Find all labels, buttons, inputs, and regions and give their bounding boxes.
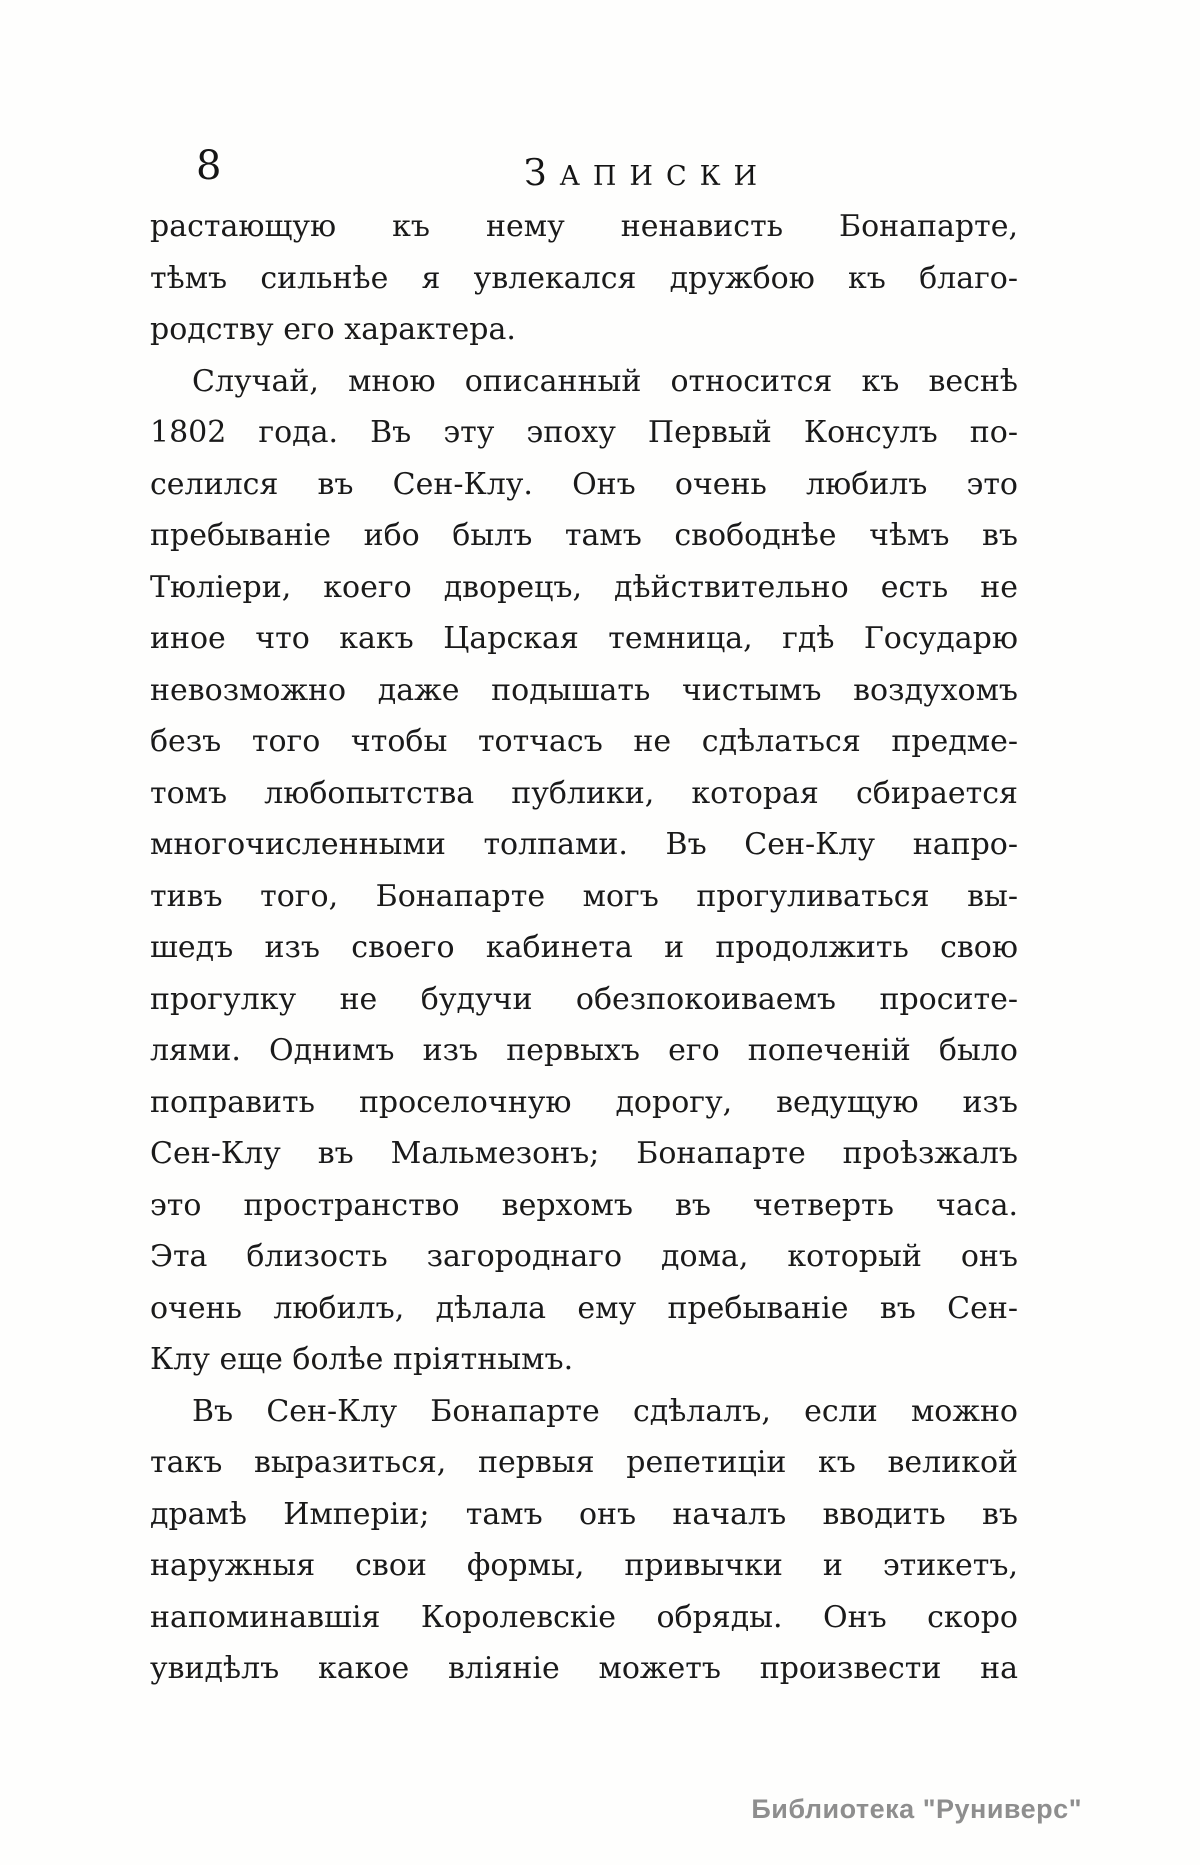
text-line: Тюліери, коего дворецъ, дѣйствительно есть не [150, 569, 1018, 605]
text-line: очень любилъ, дѣлала ему пребываніе въ Сен- [150, 1290, 1018, 1326]
text-line: шедъ изъ своего кабинета и продолжить свою [150, 930, 1018, 965]
text-line: лями. Однимъ изъ первыхъ его попеченій было [150, 1033, 1018, 1068]
text-line: безъ того чтобы тотчасъ не сдѣлаться предме- [150, 724, 1018, 759]
text-line: Эта близость загороднаго дома, который онъ [150, 1239, 1018, 1274]
text-line: это пространство верхомъ въ четверть часа. [150, 1187, 1018, 1223]
page-number: 8 [196, 143, 222, 189]
text-line: иное что какъ Царская темница, гдѣ Государю [150, 621, 1018, 656]
text-line: наружныя свои формы, привычки и этикетъ, [150, 1548, 1018, 1583]
text-line: селился въ Сен-Клу. Онъ очень любилъ это [150, 466, 1018, 502]
watermark: Библиотека "Руниверс" [751, 1794, 1082, 1824]
text-line: напоминавшія Королевскіе обряды. Онъ скоро [150, 1599, 1018, 1635]
text-line: прогулку не будучи обезпокоиваемъ просите- [150, 981, 1018, 1017]
running-title: ЗАПИСКИ [524, 153, 771, 194]
text-line: родству его характера. [150, 312, 516, 347]
text-line: тивъ того, Бонапарте могъ прогуливаться вы- [150, 878, 1018, 914]
text-line: Сен-Клу въ Мальмезонъ; Бонапарте проѣзжалъ [150, 1136, 1018, 1171]
text-block [150, 201, 1018, 1695]
text-line: Въ Сен-Клу Бонапарте сдѣлалъ, если можно [192, 1393, 1018, 1429]
text-line: такъ выразиться, первыя репетиціи къ великой [150, 1445, 1018, 1480]
text-line: Клу еще болѣе пріятнымъ. [150, 1342, 574, 1377]
text-line: невозможно даже подышать чистымъ воздухомъ [150, 672, 1018, 708]
text-line: увидѣлъ какое вліяніе можетъ произвести на [150, 1651, 1018, 1686]
text-line: драмѣ Имперіи; тамъ онъ началъ вводить въ [150, 1496, 1018, 1532]
text-line: томъ любопытства публики, которая сбирается [150, 775, 1018, 811]
text-line: 1802 года. Въ эту эпоху Первый Консулъ по- [150, 415, 1018, 450]
text-line: Случай, мною описанный относится къ веснѣ [192, 363, 1018, 399]
text-line: многочисленными толпами. Въ Сен-Клу напро- [150, 827, 1018, 862]
text-line: растающую къ нему ненависть Бонапарте, [150, 209, 1018, 244]
text-line: тѣмъ сильнѣе я увлекался дружбою къ благо- [150, 260, 1018, 296]
text-line: пребываніе ибо былъ тамъ свободнѣе чѣмъ въ [150, 518, 1018, 553]
text-line: поправить проселочную дорогу, ведущую изъ [150, 1084, 1018, 1120]
